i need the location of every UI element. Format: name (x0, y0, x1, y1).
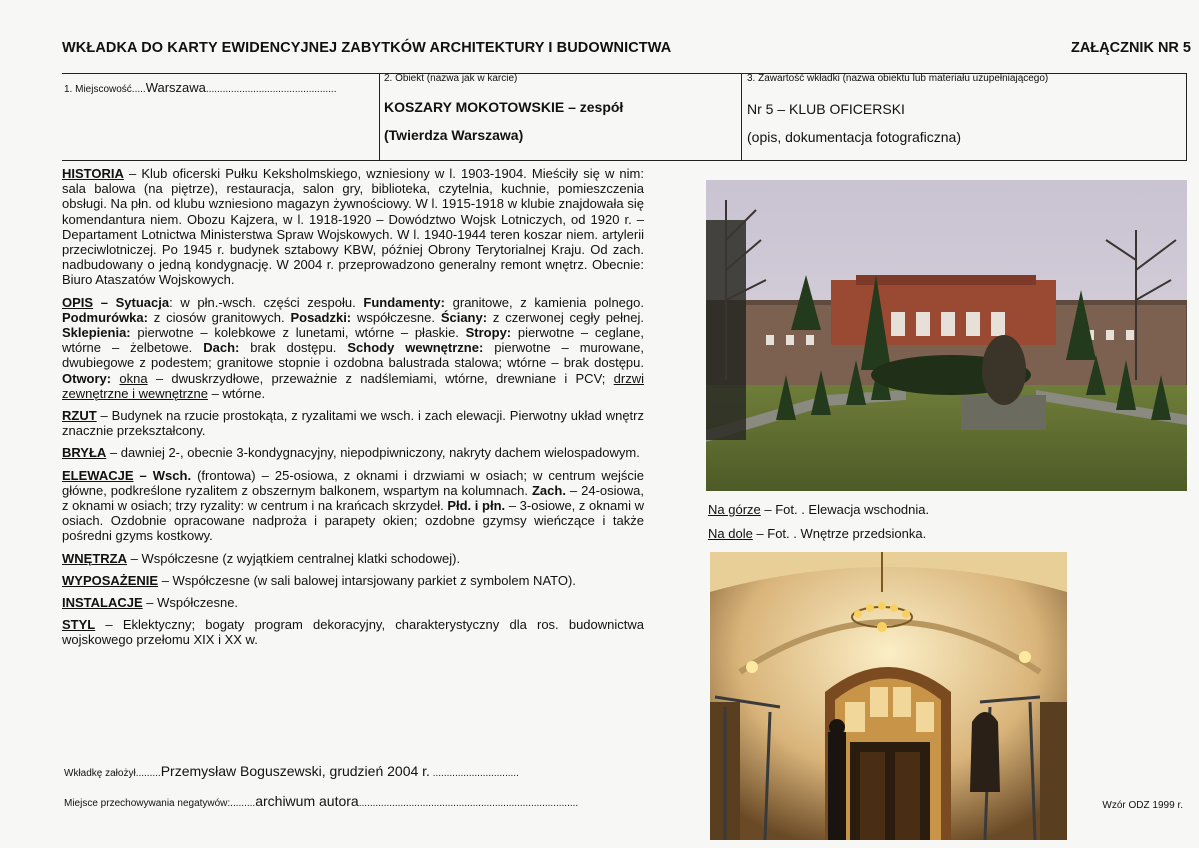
field-contents-desc: (opis, dokumentacja fotograficzna) (747, 129, 961, 145)
caption-top-text: – Fot. . Elewacja wschodnia. (760, 502, 930, 517)
field-location-label: 1. Miejscowość..... (64, 84, 146, 95)
elewacje-bold-3: Płd. i płn. (447, 498, 506, 514)
header-divider-1 (379, 73, 380, 161)
text-historia: – Klub oficerski Pułku Keksholmskiego, wzniesiony w l. 1903-1904. Mieściły się w nim: sala balowa (na piętrze), restauracja, salon gry, biblioteka, czytelnia, kuchnie, pomieszczenia obsługi. Na płn. od klubu wzniesiono magazyn żywnościowy. W l. 1915-1918 w klubie znajdowała się komendantura niem. Obozu Kajzera, w l. 1918-1920 – Dowództwo Wojsk Lotniczych, od 1920 r. – Departament Lotnictwa Ministerstwa Spraw Wojskowych. W l. 1940-1944 teren koszar niem. artylerii przeciwlotniczej. Po 1945 r. budynek sztabowy KBW, później Obrony Terytorialnej Kraju. Od zach. nadbudowany o jedną kondygnację. W 2004 r. przeprowadzono generalny remont wnętrz. Obecnie: Biuro Ataszatów Wojskowych. (62, 166, 644, 288)
text-styl: – Eklektyczny; bogaty program dekoracyjny, charakterystyczny dla ros. budownictwa wojskowego przełomu XIX i XX w. (62, 617, 644, 648)
opis-text-5: z czerwonej cegły pełnej. (487, 309, 644, 325)
footer-author-label: Wkładkę założył......... (64, 768, 161, 779)
header-rule-bottom (62, 160, 1187, 161)
caption-bottom (708, 526, 926, 541)
elewacje-bold-1: – Wsch. (133, 467, 192, 483)
opis-bold-8: Dach: (203, 340, 240, 356)
elewacje-bold-2: Zach. (531, 482, 566, 498)
field-object (384, 73, 739, 143)
heading-bryla: BRYŁA (62, 445, 107, 461)
opis-bold-1: – Sytuacja (93, 294, 170, 310)
text-bryla: – dawniej 2-, obecnie 3-kondygnacyjny, niepodpiwniczony, nakryty dachem wielospadowym. (106, 445, 640, 461)
opis-bold-2: Fundamenty: (363, 294, 445, 310)
description-text (62, 166, 644, 655)
annex-number: ZAŁĄCZNIK NR 5 (1070, 40, 1191, 56)
document-title: WKŁADKA DO KARTY EWIDENCYJNEJ ZABYTKÓW ARCHITEKTURY I BUDOWNICTWA (62, 40, 672, 56)
text-instalacje: – Współczesne. (142, 595, 239, 611)
opis-text-4: współczesne. (351, 309, 441, 325)
field-contents-label: 3. Zawartość wkładki (nazwa obiektu lub materiału uzupełniającego) (747, 73, 1049, 84)
heading-elewacje: ELEWACJE (62, 467, 134, 483)
opis-text-1: : w płn.-wsch. części zespołu. (169, 294, 364, 310)
heading-styl: STYL (62, 617, 96, 633)
section-historia (62, 166, 644, 288)
section-elewacje (62, 468, 644, 544)
footer-author (64, 763, 519, 779)
section-styl (62, 617, 644, 647)
opis-text-9: pierwotne – murowane, dwubiegowe z podestem; granitowe stopnie i ozdobna balustrada stalowa; wtórne – brak dostępu. (62, 340, 645, 371)
photo-east-elevation (706, 180, 1187, 491)
form-template-number: Wzór ODZ 1999 r. (1102, 800, 1183, 811)
heading-opis: OPIS (62, 294, 94, 310)
photo-vestibule-interior (710, 552, 1067, 840)
footer-author-value: Przemysław Boguszewski, grudzień 2004 r. (160, 763, 430, 779)
elewacje-text-2: – 24-osiowa, z oknami w osiach; trzy ryzality: w centrum i na krańcach skrzydeł. (62, 482, 644, 514)
opis-bold-5: Ściany: (440, 309, 488, 325)
opis-bold-6: Sklepienia: (62, 325, 131, 341)
opis-bold-7: Stropy: (465, 325, 512, 341)
heading-wnetrza: WNĘTRZA (62, 550, 127, 566)
field-location-dots: ............................................... (205, 84, 337, 95)
opis-underline-1: okna (119, 370, 148, 386)
footer-storage (64, 793, 578, 809)
photo-vestibule-interior-image (710, 552, 1067, 840)
opis-text-7: pierwotne – ceglane, wtórne – żelbetowe. (62, 325, 644, 356)
caption-bottom-text: – Fot. . Wnętrze przedsionka. (752, 526, 927, 541)
opis-text-3: z ciosów granitowych. (147, 309, 291, 325)
footer-storage-value: archiwum autora (255, 793, 359, 809)
opis-text-8: brak dostępu. (239, 340, 348, 356)
photo-east-elevation-image (706, 180, 1187, 491)
field-location (64, 80, 337, 95)
heading-instalacje: INSTALACJE (62, 595, 143, 611)
caption-top (708, 502, 929, 517)
text-rzut: – Budynek na rzucie prostokąta, z ryzalitami we wsch. i zach elewacji. Pierwotny układ wnętrz znacznie przekształcony. (62, 408, 644, 439)
footer-storage-label: Miejsce przechowywania negatywów:......... (64, 798, 256, 809)
opis-bold-10: Otwory: (62, 370, 112, 386)
field-object-subname: (Twierdza Warszawa) (384, 127, 524, 143)
opis-text-11: – wtórne. (207, 385, 266, 401)
opis-bold-3: Podmurówka: (62, 309, 148, 325)
caption-bottom-label: Na dole (708, 526, 753, 541)
header-divider-2 (741, 73, 742, 161)
section-bryla (62, 445, 644, 460)
field-object-label: 2. Obiekt (nazwa jak w karcie) (384, 73, 518, 84)
opis-text-10: – dwuskrzydłowe, przeważnie z nadślemiami, wtórne, drewniane i PCV; (147, 370, 614, 386)
opis-bold-4: Posadzki: (290, 309, 352, 325)
footer-storage-dots: ............................................................................... (358, 798, 579, 809)
caption-top-label: Na górze (708, 502, 761, 517)
section-rzut (62, 408, 644, 438)
section-wnetrza (62, 551, 644, 566)
section-wyposazenie (62, 573, 644, 588)
heading-rzut: RZUT (62, 408, 97, 424)
text-wnetrza: – Współczesne (z wyjątkiem centralnej klatki schodowej). (127, 550, 461, 566)
field-object-name: KOSZARY MOKOTOWSKIE – zespół (384, 99, 624, 115)
section-opis (62, 295, 644, 401)
heading-wyposazenie: WYPOSAŻENIE (62, 572, 159, 588)
elewacje-text-1: (frontowa) – 25-osiowa, z oknami i drzwiami w osiach; w centrum wejście główne, podkreślone ryzalitem z obszernym balkonem, wspartym na kolumnach. (62, 467, 644, 498)
opis-text-2: granitowe, z kamienia polnego. (445, 294, 644, 310)
field-contents-name: Nr 5 – KLUB OFICERSKI (747, 101, 905, 117)
field-contents (747, 73, 1187, 145)
heading-historia: HISTORIA (62, 166, 124, 181)
opis-bold-9: Schody wewnętrzne: (347, 340, 484, 356)
text-wyposazenie: – Współczesne (w sali balowej intarsjowany parkiet z symbolem NATO). (158, 572, 576, 588)
opis-text-6: pierwotne – kolebkowe z lunetami, wtórne – płaskie. (130, 325, 466, 341)
field-location-value: Warszawa (145, 80, 206, 95)
footer-author-dots: ............................... (429, 768, 519, 779)
elewacje-text-3: – 3-osiowe, z oknami w osiach. Ozdobnie opracowane nadproża i parapety okien; ozdobne gzymsy wieńczące i także pośredni gzyms kostkowy. (62, 498, 644, 544)
section-instalacje (62, 595, 644, 610)
opis-underline-2: drzwi zewnętrzne i wewnętrzne (62, 370, 644, 401)
